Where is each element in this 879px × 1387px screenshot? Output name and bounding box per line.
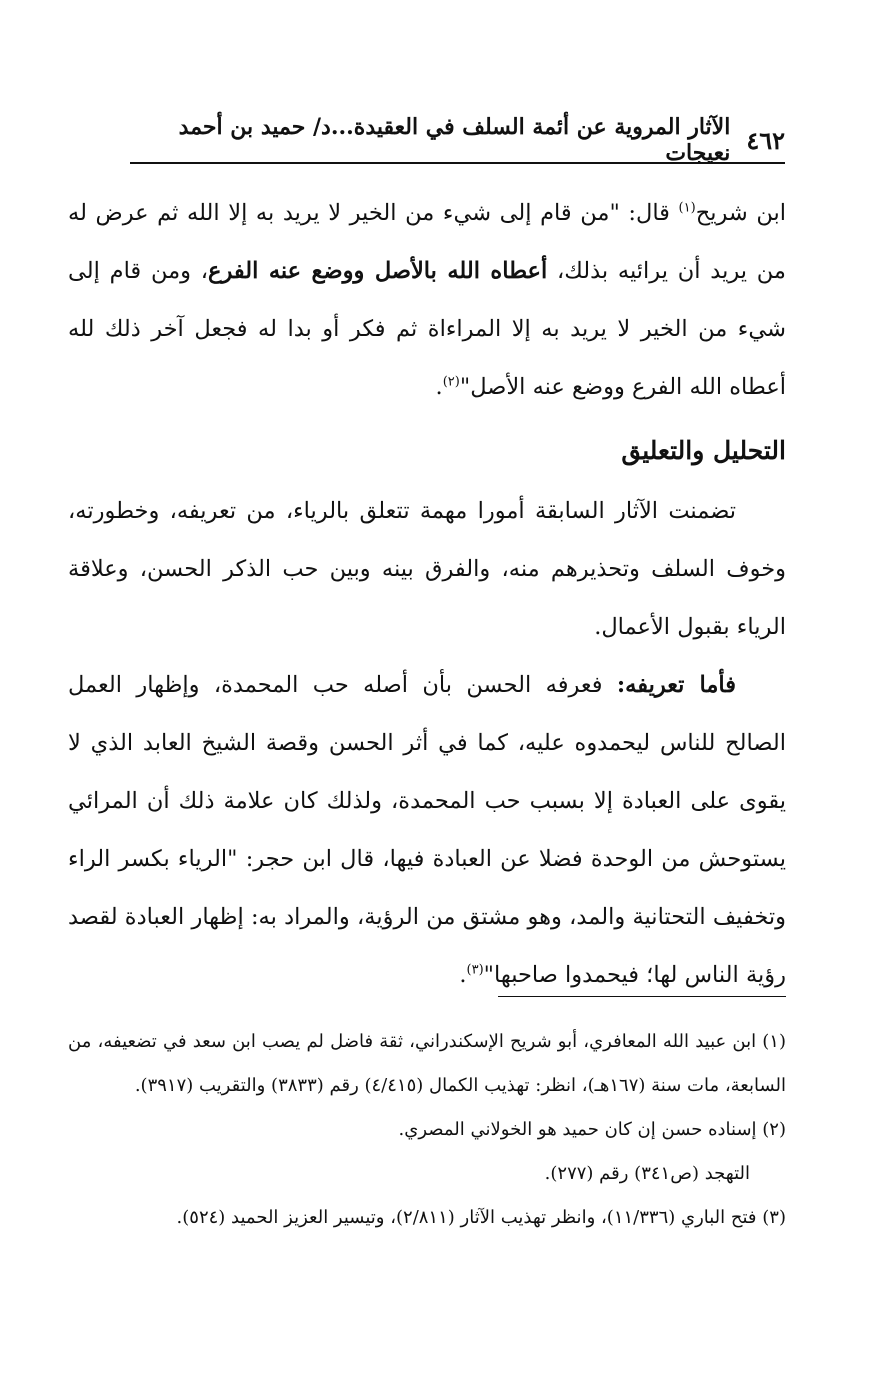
footnotes <box>68 1020 786 1240</box>
footnote-ref-3: (٣) <box>466 962 484 978</box>
footnote-ref-1: (١) <box>678 200 696 216</box>
footnote-2: (٢) إسناده حسن إن كان حميد هو الخولاني المصري. <box>398 1119 786 1140</box>
running-header <box>130 114 785 166</box>
footnote-1: (١) ابن عبيد الله المعافري، أبو شريح الإسكندراني، ثقة فاضل لم يصب ابن سعد في تضعيفه، من السابعة، مات سنة (١٦٧هـ)، انظر: تهذيب الكمال (٤/٤١٥) رقم (٣٨٣٣) والتقريب (٣٩١٧). <box>68 1031 786 1096</box>
para1-text-2: قال: "من قام إلى شيء من الخير لا يريد به إلا الله ثم عرض له من يريد أن يرائيه بذلك، <box>68 200 786 284</box>
section-heading: التحليل والتعليق <box>621 436 786 465</box>
para3-text-1: فعرفه الحسن بأن أصله حب المحمدة، وإظهار العمل الصالح للناس ليحمدوه عليه، كما في أثر الحسن وقصة الشيخ العابد الذي لا يقوى على العبادة إلا بسبب حب المحمدة، ولذلك كان علامة ذلك أن المرائي يستوحش من الوحدة فضلا عن العبادة فيها، قال ابن حجر: "الرياء بكسر الراء وتخفيف التحتانية والمد، وهو مشتق من الرؤية، والمراد به: إظهار العبادة لقصد رؤية الناس لها؛ فيحمدوا صاحبها" <box>68 672 786 988</box>
para3-text-2: . <box>459 962 467 988</box>
page-number: ٤٦٢ <box>746 125 785 155</box>
paragraph-definition <box>68 656 786 1004</box>
footnote-2-continuation: التهجد (ص٣٤١) رقم (٢٧٧). <box>544 1163 750 1184</box>
running-title: الآثار المروية عن أئمة السلف في العقيدة...د/ حميد بن أحمد نعيجات <box>178 114 731 166</box>
footnote-separator <box>498 996 786 997</box>
para1-text-4: . <box>435 374 443 400</box>
main-text <box>68 184 786 1004</box>
paragraph-athar <box>68 184 786 416</box>
para1-text-3: ، ومن قام إلى شيء من الخير لا يريد به إلا المراءاة ثم فكر أو بدا له فجعل آخر ذلك لله أعطاه الله الفرع ووضع عنه الأصل" <box>68 258 786 400</box>
header-rule <box>130 162 785 164</box>
paragraph-summary: تضمنت الآثار السابقة أمورا مهمة تتعلق بالرياء، من تعريفه، وخطورته، وخوف السلف وتحذيرهم منه، والفرق بينه وبين حب الذكر الحسن، وعلاقة الرياء بقبول الأعمال. <box>68 498 786 640</box>
footnote-ref-2: (٢) <box>442 374 460 390</box>
definition-lead: فأما تعريفه: <box>616 672 736 698</box>
para1-text-1: ابن شريح <box>695 200 786 226</box>
para1-bold-phrase: أعطاه الله بالأصل ووضع عنه الفرع <box>208 258 548 284</box>
footnote-3: (٣) فتح الباري (١١/٣٣٦)، وانظر تهذيب الآثار (٢/٨١١)، وتيسير العزيز الحميد (٥٢٤). <box>176 1207 786 1228</box>
